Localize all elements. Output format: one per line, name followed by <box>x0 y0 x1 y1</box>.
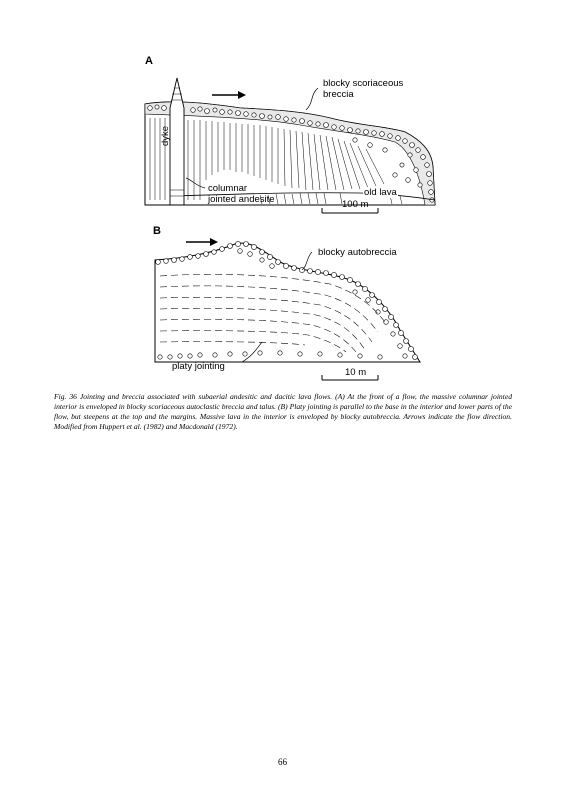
label-platy-b: platy jointing <box>172 361 225 372</box>
flow-arrow-b <box>186 238 218 246</box>
label-breccia-line2: breccia <box>323 89 354 100</box>
panel-a-letter: A <box>145 55 153 67</box>
label-columnar-line2: jointed andesite <box>208 194 275 205</box>
scale-label-b: 10 m <box>345 367 367 378</box>
page-number: 66 <box>278 757 287 767</box>
label-autobreccia-b: blocky autobreccia <box>318 247 397 258</box>
label-dyke: dyke <box>160 125 171 146</box>
panel-b-letter: B <box>153 225 161 237</box>
scale-label-a: 100 m <box>342 199 369 210</box>
label-columnar-line1: columnar <box>208 183 248 194</box>
label-breccia-line1: blocky scoriaceous <box>323 78 404 89</box>
figure-caption: Fig. 36 Jointing and breccia associated with subaerial andesitic and dacitic lava flows. (A) At the front of a flow, the massive columnar jointed interior is enveloped in blocky scoriaceous autoclastic breccia and talus. (B) Platy jointing is parallel to the base in the interior and lower parts of the flow, but steepens at the top and the margins. Massive lava in the interior is enveloped by blocky autobreccia. Arrows indicate the flow direction. Modified from Huppert et al. (1982) and Macdonald (1972). <box>54 392 512 431</box>
label-old-lava: old lava <box>364 187 397 198</box>
